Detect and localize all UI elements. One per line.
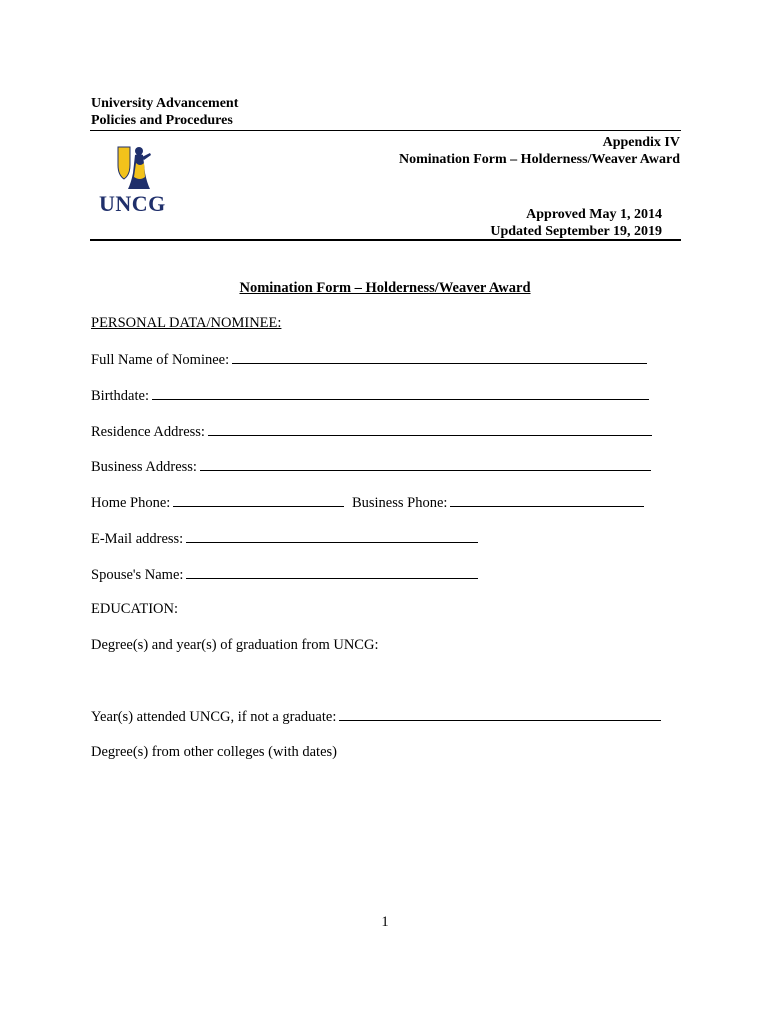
birthdate-row xyxy=(91,386,649,405)
email-field[interactable] xyxy=(186,529,478,543)
appendix-label: Appendix IV xyxy=(602,135,680,150)
years-attended-label: Year(s) attended UNCG, if not a graduate: xyxy=(91,709,337,725)
business-phone-field[interactable] xyxy=(450,493,644,507)
form-title: Nomination Form – Holderness/Weaver Award xyxy=(239,280,531,296)
birthdate-label: Birthdate: xyxy=(91,388,149,404)
header-rule-bottom xyxy=(90,239,681,241)
spouse-field[interactable] xyxy=(186,565,478,579)
years-attended-field[interactable] xyxy=(339,707,661,721)
approved-date: Approved May 1, 2014 xyxy=(526,207,662,222)
home-phone-field[interactable] xyxy=(173,493,344,507)
full-name-row xyxy=(91,350,647,369)
minerva-shield-icon xyxy=(114,143,174,191)
updated-date: Updated September 19, 2019 xyxy=(490,224,662,239)
section-education: EDUCATION: xyxy=(91,601,178,617)
residence-address-field[interactable] xyxy=(208,422,652,436)
years-attended-row xyxy=(91,707,661,726)
business-address-field[interactable] xyxy=(200,457,651,471)
spouse-row xyxy=(91,565,478,584)
org-subtitle: Policies and Procedures xyxy=(91,113,233,128)
section-personal-data: PERSONAL DATA/NOMINEE: xyxy=(91,315,282,331)
full-name-label: Full Name of Nominee: xyxy=(91,352,230,368)
residence-address-row xyxy=(91,422,652,441)
page-number: 1 xyxy=(381,914,389,930)
degrees-uncg-label: Degree(s) and year(s) of graduation from UNCG: xyxy=(91,637,379,653)
form-reference: Nomination Form – Holderness/Weaver Award xyxy=(398,152,680,167)
header-rule-top xyxy=(90,130,681,131)
uncg-wordmark: UNCG xyxy=(99,191,166,216)
business-address-label: Business Address: xyxy=(91,459,197,475)
home-phone-label: Home Phone: xyxy=(91,495,171,511)
spouse-label: Spouse's Name: xyxy=(91,567,184,583)
org-name: University Advancement xyxy=(91,96,239,111)
uncg-logo xyxy=(96,143,166,215)
business-address-row xyxy=(91,457,651,476)
other-degrees-label: Degree(s) from other colleges (with dates) xyxy=(91,744,337,760)
phone-row xyxy=(91,493,644,512)
email-row xyxy=(91,529,478,548)
email-label: E-Mail address: xyxy=(91,531,184,547)
birthdate-field[interactable] xyxy=(152,386,649,400)
residence-address-label: Residence Address: xyxy=(91,424,205,440)
business-phone-label: Business Phone: xyxy=(351,495,448,511)
full-name-field[interactable] xyxy=(232,350,647,364)
